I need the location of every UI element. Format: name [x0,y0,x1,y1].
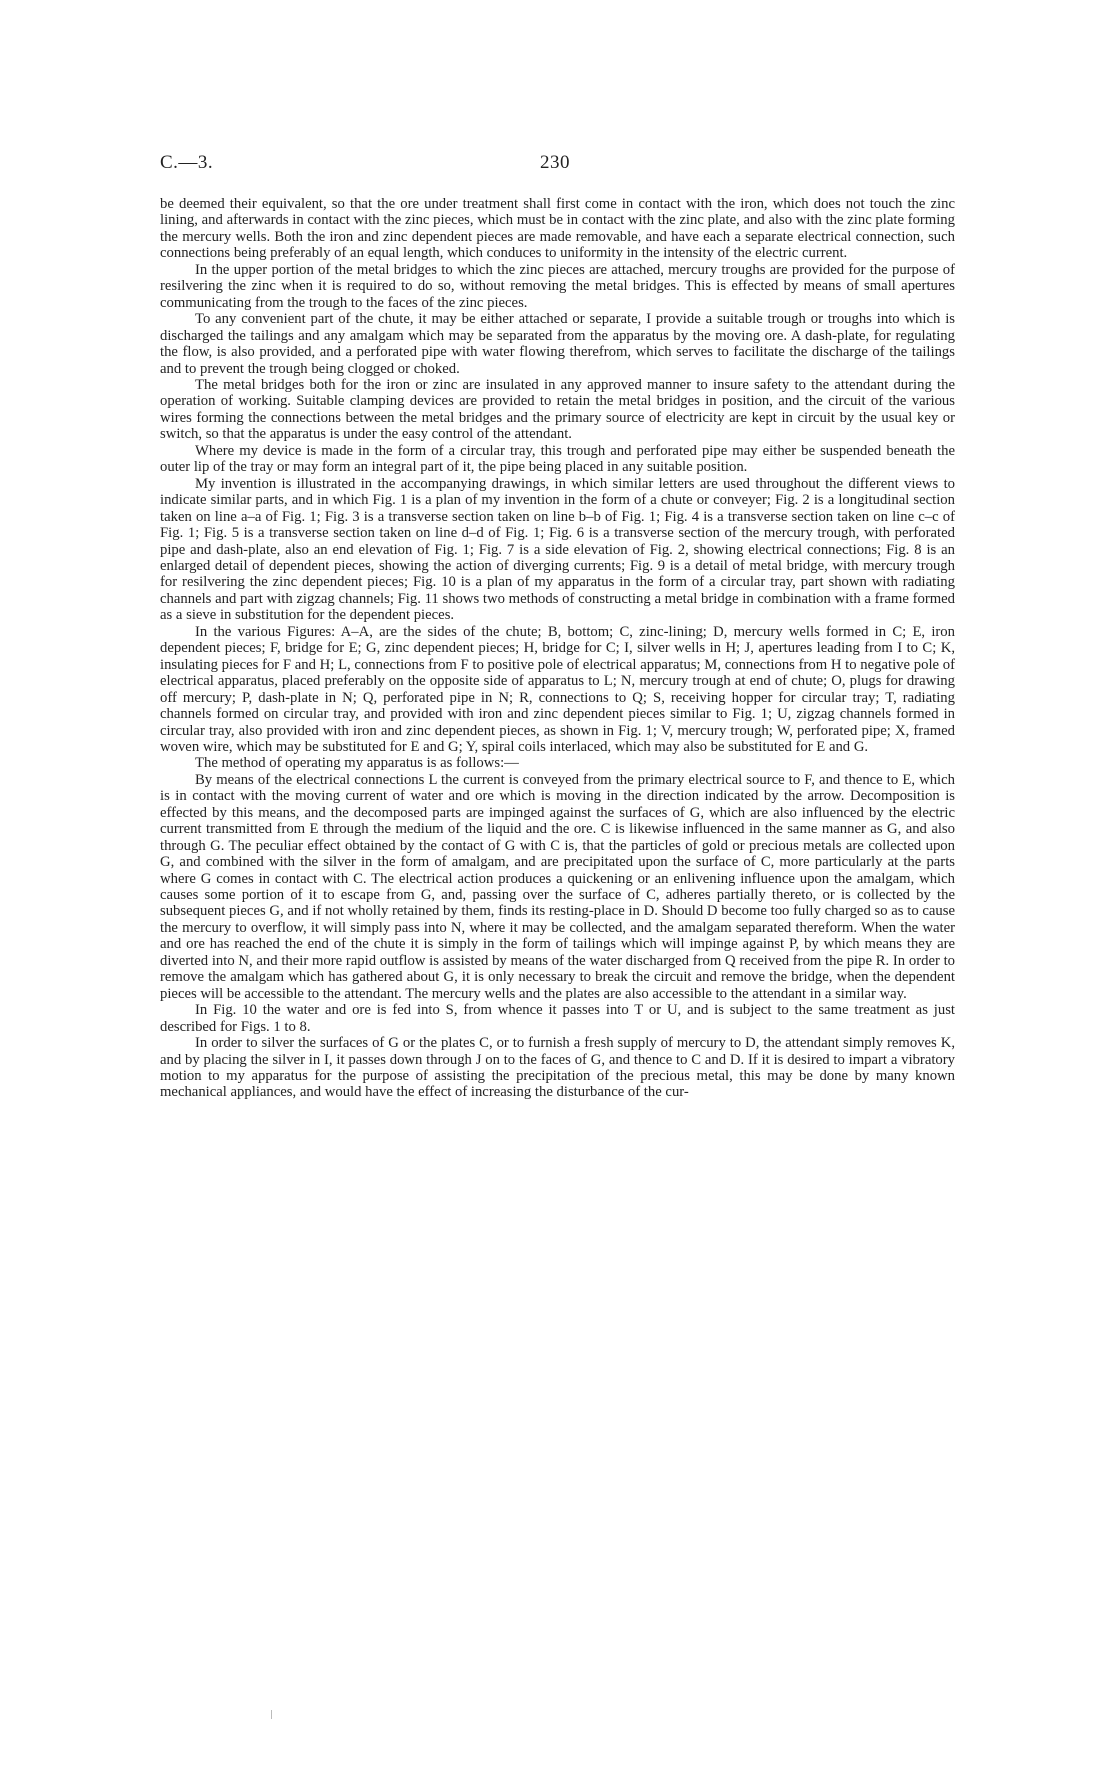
paragraph: Where my device is made in the form of a circular tray, this trough and perforated pipe may either be suspended beneath the outer lip of the tray or may form an integral part of it, the pipe being placed in any suitable position. [160,442,955,476]
body-text [160,196,955,1101]
page-number: 230 [540,152,570,173]
paragraph: To any convenient part of the chute, it may be either attached or separate, I provide a suitable trough or troughs into which is discharged the tailings and any amalgam which may be separated from the apparatus by the moving ore. A dash-plate, for regulating the flow, is also provided, and a perforated pipe with water flowing therefrom, which serves to facilitate the discharge of the tailings and to prevent the trough being clogged or choked. [160,311,955,377]
page-header [160,152,960,178]
paragraph: My invention is illustrated in the accompanying drawings, in which similar letters are used throughout the different views to indicate similar parts, and in which Fig. 1 is a plan of my invention in the form of a chute or conveyer; Fig. 2 is a longitudinal section taken on line a–a of Fig. 1; Fig. 3 is a transverse section taken on line b–b of Fig. 1; Fig. 4 is a transverse section taken on line c–c of Fig. 1; Fig. 5 is a transverse section taken on line d–d of Fig. 1; Fig. 6 is a transverse section of the mercury trough, with perforated pipe and dash-plate, also an end elevation of Fig. 1; Fig. 7 is a side elevation of Fig. 2, showing electrical connections; Fig. 8 is an enlarged detail of dependent pieces, showing the action of diverging currents; Fig. 9 is a detail of metal bridge, with mercury trough for resilvering the zinc dependent pieces; Fig. 10 is a plan of my apparatus in the form of a circular tray, part shown with radiating channels and part with zigzag channels; Fig. 11 shows two methods of constructing a metal bridge in combination with a frame formed as a sieve in substitution for the dependent pieces. [160,475,955,624]
paragraph: By means of the electrical connections L the current is conveyed from the primary electrical source to F, and thence to E, which is in contact with the moving current of water and ore which is moving in the direction indicated by the arrow. Decomposition is effected by this means, and the decomposed parts are impinged against the surfaces of G, which are also influenced by the electric current transmitted from E through the medium of the liquid and the ore. C is likewise influenced in the same manner as G, and also through G. The peculiar effect obtained by the contact of G with C is, that the particles of gold or precious metals are collected upon G, and combined with the silver in the form of amalgam, and are precipitated upon the surface of C, more particularly at the parts where G comes in contact with C. The electrical action produces a quickening or an enlivening influence upon the amalgam, which causes some portion of it to escape from G, and, passing over the surface of C, adheres partially thereto, or is collected by the subsequent pieces G, and if not wholly retained by them, finds its resting-place in D. Should D become too fully charged so as to cause the mercury to overflow, it will simply pass into N, where it may be collected, and the amalgam separated thereform. When the water and ore has reached the end of the chute it is simply in the form of tailings which will impinge against P, by which means they are diverted into N, and their more rapid outflow is assisted by means of the water discharged from Q received from the pipe R. In order to remove the amalgam which has gathered about G, it is only necessary to break the circuit and remove the bridge, when the dependent pieces will be accessible to the attendant. The mercury wells and the plates are also accessible to the attendant in a similar way. [160,771,955,1002]
scan-mark [271,1710,272,1719]
document-reference: C.—3. [160,152,214,173]
paragraph: In the various Figures: A–A, are the sides of the chute; B, bottom; C, zinc-lining; D, mercury wells formed in C; E, iron dependent pieces; F, bridge for E; G, zinc dependent pieces; H, bridge for C; I, silver wells in H; J, apertures leading from I to C; K, insulating pieces for F and H; L, connections from F to positive pole of electrical apparatus; M, connections from H to negative pole of electrical apparatus, placed preferably on the opposite side of apparatus to L; N, mercury trough at end of chute; O, plugs for drawing off mercury; P, dash-plate in N; Q, perforated pipe in N; R, connections to Q; S, receiving hopper for circular tray; T, radiating channels formed on circular tray, and provided with iron and zinc dependent pieces similar to Fig. 1; U, zigzag channels formed in circular tray, also provided with iron and zinc dependent pieces, as shown in Fig. 1; V, mercury trough; W, perforated pipe; X, framed woven wire, which may be substituted for E and G; Y, spiral coils interlaced, which may also be substituted for E and G. [160,623,955,755]
paragraph: be deemed their equivalent, so that the ore under treatment shall first come in contact with the iron, which does not touch the zinc lining, and afterwards in contact with the zinc pieces, which must be in contact with the zinc plate, and also with the zinc plate forming the mercury wells. Both the iron and zinc dependent pieces are made removable, and have each a separate electrical connection, such connections being preferably of an equal length, which conduces to uniformity in the intensity of the electric current. [160,196,955,262]
paragraph: The method of operating my apparatus is as follows:— [195,755,519,772]
paragraph: The metal bridges both for the iron or zinc are insulated in any approved manner to insure safety to the attendant during the operation of working. Suitable clamping devices are provided to retain the metal bridges in position, and the circuit of the various wires forming the connections between the metal bridges and the primary source of electricity are kept in circuit by the usual key or switch, so that the apparatus is under the easy control of the attendant. [160,376,955,443]
paragraph: In Fig. 10 the water and ore is fed into S, from whence it passes into T or U, and is subject to the same treatment as just described for Figs. 1 to 8. [160,1002,955,1035]
paragraph: In order to silver the surfaces of G or the plates C, or to furnish a fresh supply of mercury to D, the attendant simply removes K, and by placing the silver in I, it passes down through J on to the faces of G, and thence to C and D. If it is desired to impart a vibratory motion to my apparatus for the purpose of assisting the precipitation of the precious metal, this may be done by many known mechanical appliances, and would have the effect of increasing the disturbance of the cur- [160,1035,955,1101]
paragraph: In the upper portion of the metal bridges to which the zinc pieces are attached, mercury troughs are provided for the purpose of resilvering the zinc when it is required to do so, without removing the metal bridges. This is effected by means of small apertures communicating from the trough to the faces of the zinc pieces. [160,261,955,311]
